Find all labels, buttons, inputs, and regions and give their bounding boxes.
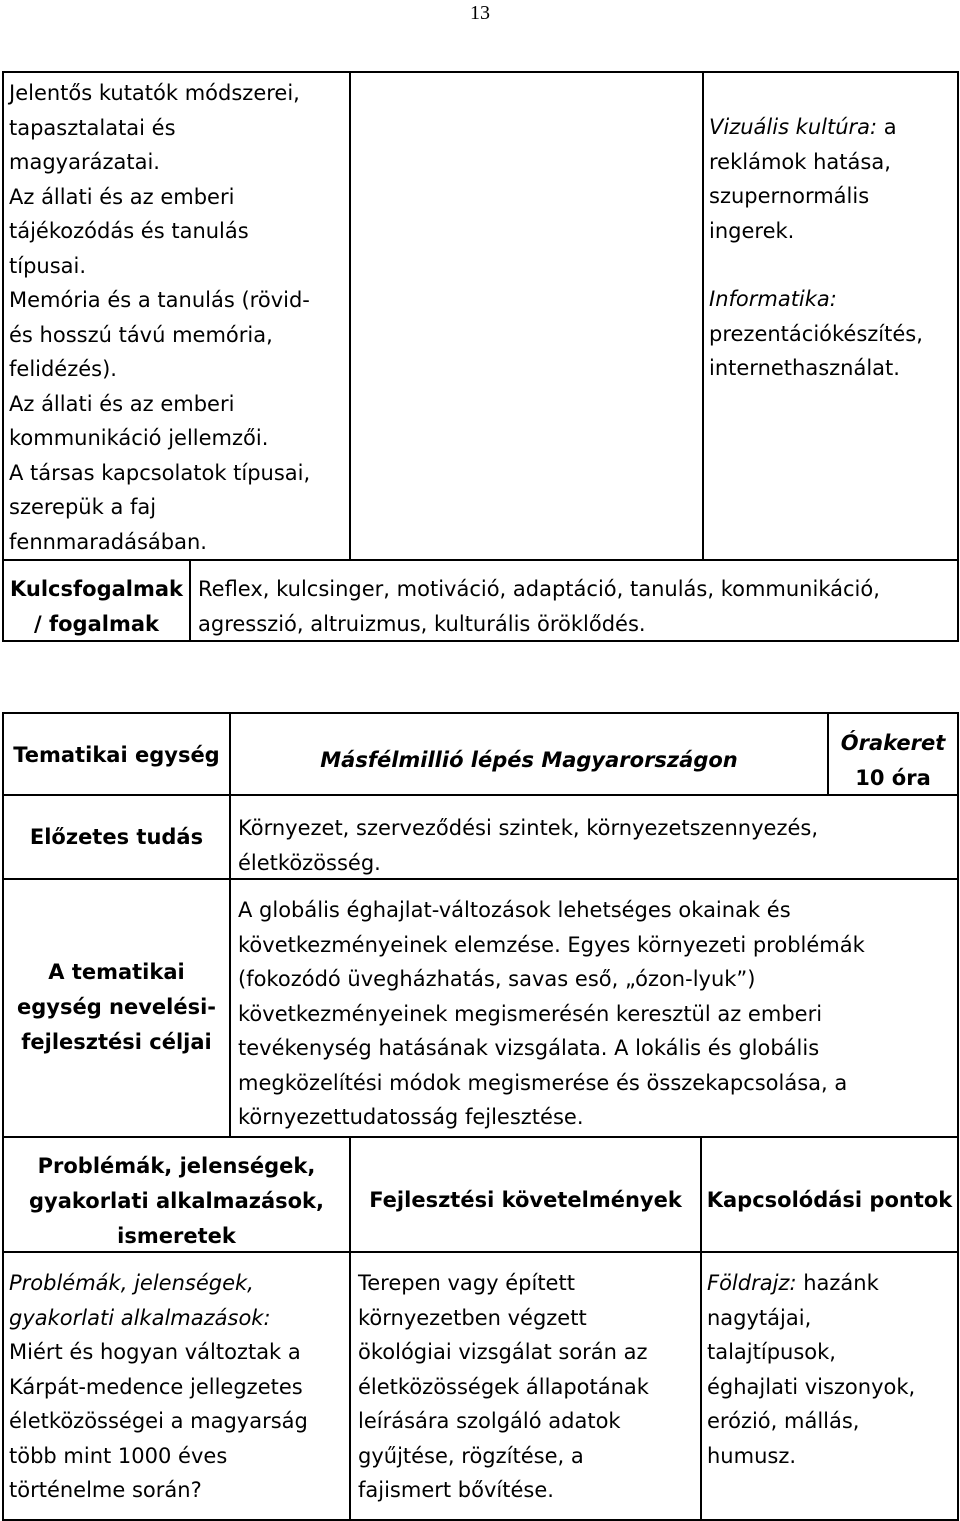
fejlesztesi-line: fajismert bővítése. (358, 1478, 554, 1502)
celjai-label-line: A tematikai (48, 960, 185, 984)
celjai-line: (fokozódó üvegházhatás, savas eső, „ózon-lyuk”) (238, 967, 756, 991)
informatika-label: Informatika: (709, 287, 837, 311)
elozetes-line: Környezet, szerveződési szintek, környezetszennyezés, (238, 816, 819, 840)
top-divider-left (349, 71, 351, 561)
kulcs-label-line: / fogalmak (34, 612, 159, 636)
informatika-line: prezentációkészítés, (709, 321, 923, 346)
topic-line: magyarázatai. (9, 150, 160, 174)
fejlesztesi-line: leírására szolgáló adatok (358, 1409, 621, 1433)
topic-line: tapasztalatai és (9, 115, 176, 140)
foldrajz-rest: hazánk (796, 1271, 879, 1295)
problemak-header (4, 1149, 349, 1254)
topic-line: Az állati és az emberi (9, 184, 235, 209)
celjai-line: következményeinek megismerésén keresztül az emberi (238, 1001, 823, 1026)
orakeret-label: Órakeret (840, 731, 946, 755)
problemak-line: életközösségei a magyarság (9, 1409, 308, 1433)
kulcsfogalmak-text (198, 572, 953, 641)
problemak-italic-line: gyakorlati alkalmazások: (9, 1305, 271, 1330)
informatika-line: internethasználat. (709, 356, 900, 380)
vizualis-line: szupernormális (709, 184, 870, 208)
topic-line: tájékozódás és tanulás (9, 219, 249, 243)
unit-title: Másfélmillió lépés Magyarországon (320, 748, 738, 772)
problemak-header-line: gyakorlati alkalmazások, (28, 1189, 324, 1213)
kulcsfogalmak-label (4, 572, 189, 642)
problemak-line: Miért és hogyan változtak a (9, 1340, 301, 1364)
topic-line: fennmaradásában. (9, 529, 207, 554)
vizualis-line: reklámok hatása, (709, 149, 891, 174)
elozetes-label: Előzetes tudás (29, 825, 204, 849)
top-left-topics (9, 76, 347, 559)
celjai-line: tevékenység hatásának vizsgálata. A lokális és globális (238, 1036, 820, 1060)
kulcs-label-line: Kulcsfogalmak (10, 577, 183, 601)
kapcsolodasi-header: Kapcsolódási pontok (706, 1188, 953, 1212)
topic-line: Memória és a tanulás (rövid- (9, 288, 310, 312)
foldrajz-label: Földrajz: (707, 1271, 797, 1295)
tematikai-egyseg-label: Tematikai egység (13, 743, 220, 767)
fejlesztesi-header: Fejlesztési követelmények (369, 1188, 682, 1212)
topic-line: A társas kapcsolatok típusai, (9, 460, 311, 485)
problemak-header-line: ismeretek (117, 1224, 236, 1248)
problemak-line: több mint 1000 éves (9, 1443, 228, 1468)
celjai-line: megközelítési módok megismerése és összekapcsolása, a (238, 1070, 848, 1095)
celjai-line: A globális éghajlat-változások lehetséges okainak és (238, 898, 791, 922)
topic-line: Jelentős kutatók módszerei, (9, 81, 300, 105)
topic-line: kommunikáció jellemzői. (9, 426, 269, 450)
topic-line: és hosszú távú memória, (9, 322, 273, 347)
topic-line: típusai. (9, 253, 87, 278)
celjai-label-line: egység nevelési- (16, 995, 217, 1019)
kulcs-text-line: Reflex, kulcsinger, motiváció, adaptáció, tanulás, kommunikáció, (198, 577, 880, 601)
problemak-header-line: Problémák, jelenségek, (37, 1154, 316, 1178)
elozetes-text (238, 811, 953, 880)
kulcs-divider (189, 559, 191, 642)
fejlesztesi-content (358, 1266, 698, 1508)
orakeret-value: 10 óra (855, 766, 931, 790)
vizualis-line (709, 110, 957, 145)
celjai-text (238, 893, 956, 1135)
top-divider-right (702, 71, 704, 561)
problemak-content (9, 1266, 347, 1508)
celjai-label-line: fejlesztési céljai (21, 1030, 212, 1054)
vizualis-line: ingerek. (709, 218, 795, 243)
celjai-label (4, 955, 229, 1060)
celjai-line: környezettudatosság fejlesztése. (238, 1105, 584, 1129)
kapcsolodasi-line: erózió, mállás, (707, 1409, 860, 1433)
problemak-line: történelme során? (9, 1478, 202, 1502)
kapcsolodasi-line: éghajlati viszonyok, (707, 1374, 916, 1399)
topic-line: felidézés). (9, 357, 117, 381)
problemak-line: Kárpát-medence jellegzetes (9, 1374, 303, 1399)
celjai-divider (229, 878, 231, 1138)
kapcsolodasi-content (707, 1266, 957, 1473)
fejlesztesi-line: környezetben végzett (358, 1305, 587, 1330)
content-divider-2 (700, 1251, 702, 1521)
kulcs-text-line: agresszió, altruizmus, kulturális öröklődés. (198, 611, 646, 636)
fejlesztesi-line: életközösségek állapotának (358, 1374, 649, 1399)
spacer (709, 248, 957, 282)
fejlesztesi-line: ökológiai vizsgálat során az (358, 1340, 648, 1364)
elozetes-divider (229, 794, 231, 880)
vizualis-rest: a (877, 115, 897, 139)
content-divider-1 (349, 1251, 351, 1521)
kapcsolodasi-line: talajtípusok, (707, 1340, 836, 1364)
elozetes-line: életközösség. (238, 850, 381, 875)
fejlesztesi-line: Terepen vagy épített (358, 1271, 575, 1295)
kapcsolodasi-line: humusz. (707, 1443, 797, 1468)
topic-line: Az állati és az emberi (9, 391, 235, 416)
orakeret-cell (829, 726, 957, 796)
top-right-connections (709, 110, 957, 386)
vizualis-label: Vizuális kultúra: (709, 115, 878, 139)
topic-line: szerepük a faj (9, 495, 157, 519)
kapcsolodasi-line: nagytájai, (707, 1305, 812, 1330)
problemak-italic-line: Problémák, jelenségek, (9, 1271, 254, 1295)
celjai-line: következményeinek elemzése. Egyes környezeti problémák (238, 932, 865, 957)
page-number: 13 (470, 2, 490, 24)
fejlesztesi-line: gyűjtése, rögzítése, a (358, 1443, 584, 1468)
foldrajz-line (707, 1266, 957, 1301)
